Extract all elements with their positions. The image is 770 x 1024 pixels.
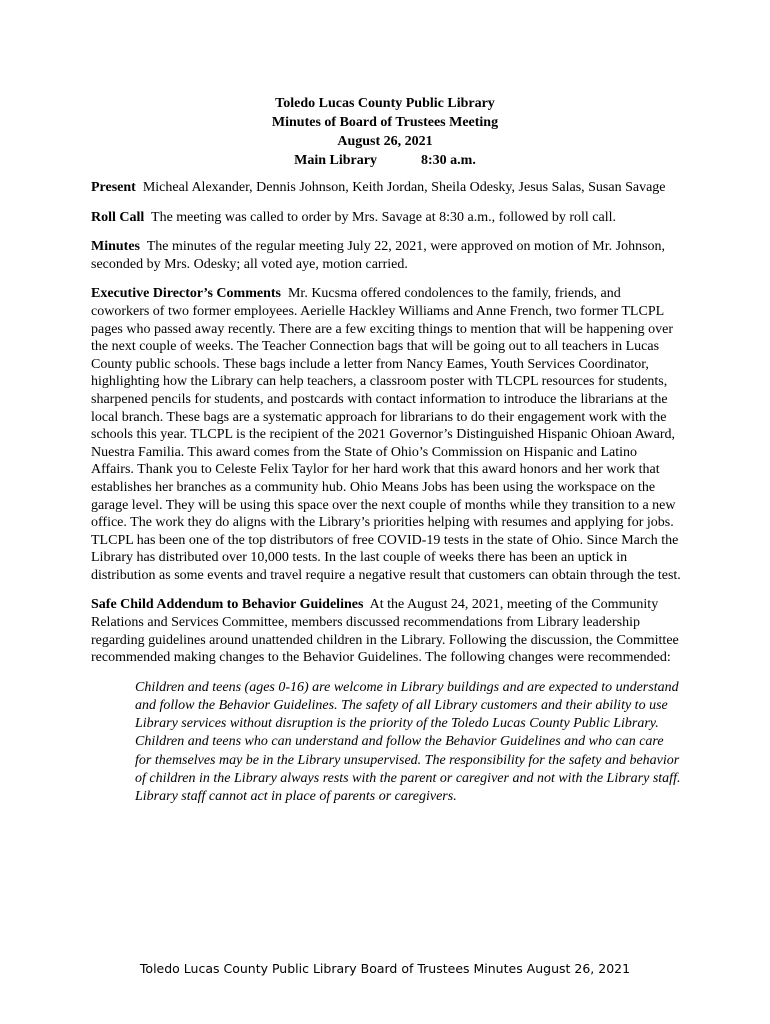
- meeting-date: August 26, 2021: [337, 134, 433, 149]
- page-footer: Toledo Lucas County Public Library Board of Trustees Minutes August 26, 2021: [139, 961, 631, 976]
- meeting-location-time: [0, 151, 770, 170]
- section-heading: Present: [91, 180, 136, 195]
- section-heading: Safe Child Addendum to Behavior Guidelines: [91, 597, 364, 613]
- document-header: [0, 94, 770, 170]
- section-text: Mr. Kucsma offered condolences to the family, friends, and coworkers of two former employees. Aerielle Hackley Williams and Anne French, two former TLCPL pages who passed away recently. There are a few exciting things to mention that will be happening over the next couple of weeks. The Teacher Connection bags that will be going out to all teachers in Lucas County public schools. These bags include a letter from Nancy Eames, Youth Services Coordinator, highlighting how the Library can help teachers, a classroom poster with TLCPL resources for students, sharpened pencils for students, and postcards with contact information to introduce the librarians at the local branch. These bags are a systematic approach for librarians to do their engagement work with the schools this year. TLCPL is the recipient of the 2021 Governor’s Distinguished Hispanic Ohioan Award, Nuestra Familia. This award comes from the State of Ohio’s Commission on Hispanic and Latino Affairs. Thank you to Celeste Felix Taylor for her hard work that this award honors and her work that establishes her branches as a community hub. Ohio Means Jobs has been using the workspace on the garage level. They will be using this space over the next couple of months while they transition to a new office. The work they do aligns with the Library’s priorities helping with resumes and applying for jobs. TLCPL has been one of the top distributors of free COVID-19 tests in the state of Ohio. Since March the Library has distributed over 10,000 tests. In the last couple of weeks there has been an uptick in distribution as some events and travel require a negative result that customers can obtain through the test.: [91, 286, 681, 583]
- section-heading: Roll Call: [91, 209, 145, 225]
- document-title: Minutes of Board of Trustees Meeting: [271, 115, 499, 130]
- section-executive-directors-comments: [91, 285, 681, 584]
- section-text: The minutes of the regular meeting July 22, 2021, were approved on motion of Mr. Johnson, seconded by Mrs. Odesky; all voted aye, motion carried.: [91, 239, 666, 272]
- section-text: Micheal Alexander, Dennis Johnson, Keith Jordan, Sheila Odesky, Jesus Salas, Susan Savage: [142, 180, 666, 195]
- recommended-guideline-quote: Children and teens (ages 0-16) are welcome in Library buildings and are expected to understand and follow the Behavior Guidelines. The safety of all Library customers and their ability to use Library services without disruption is the priority of the Toledo Lucas County Public Library. Children and teens who can understand and follow the Behavior Guidelines and who can care for themselves may be in the Library unsupervised. The responsibility for the safety and behavior of children in the Library always rests with the parent or caregiver and not with the Library staff. Library staff cannot act in place of parents or caregivers.: [135, 679, 681, 805]
- meeting-time: 8:30 a.m.: [421, 153, 476, 168]
- section-safe-child-addendum: [91, 596, 681, 666]
- section-heading: Executive Director’s Comments: [91, 286, 281, 302]
- section-present: [91, 179, 681, 197]
- meeting-location: Main Library: [294, 153, 377, 168]
- document-body: [91, 179, 681, 806]
- section-text: The meeting was called to order by Mrs. Savage at 8:30 a.m., followed by roll call.: [151, 209, 617, 225]
- section-text: At the August 24, 2021, meeting of the Community Relations and Services Committee, members discussed recommendations from Library leadership regarding guidelines around unattended children in the Library. Following the discussion, the Committee recommended making changes to the Behavior Guidelines. The following changes were recommended:: [91, 597, 679, 666]
- section-minutes: [91, 238, 681, 273]
- organization-name: Toledo Lucas County Public Library: [275, 96, 495, 111]
- section-roll-call: [91, 209, 681, 227]
- section-heading: Minutes: [91, 239, 140, 255]
